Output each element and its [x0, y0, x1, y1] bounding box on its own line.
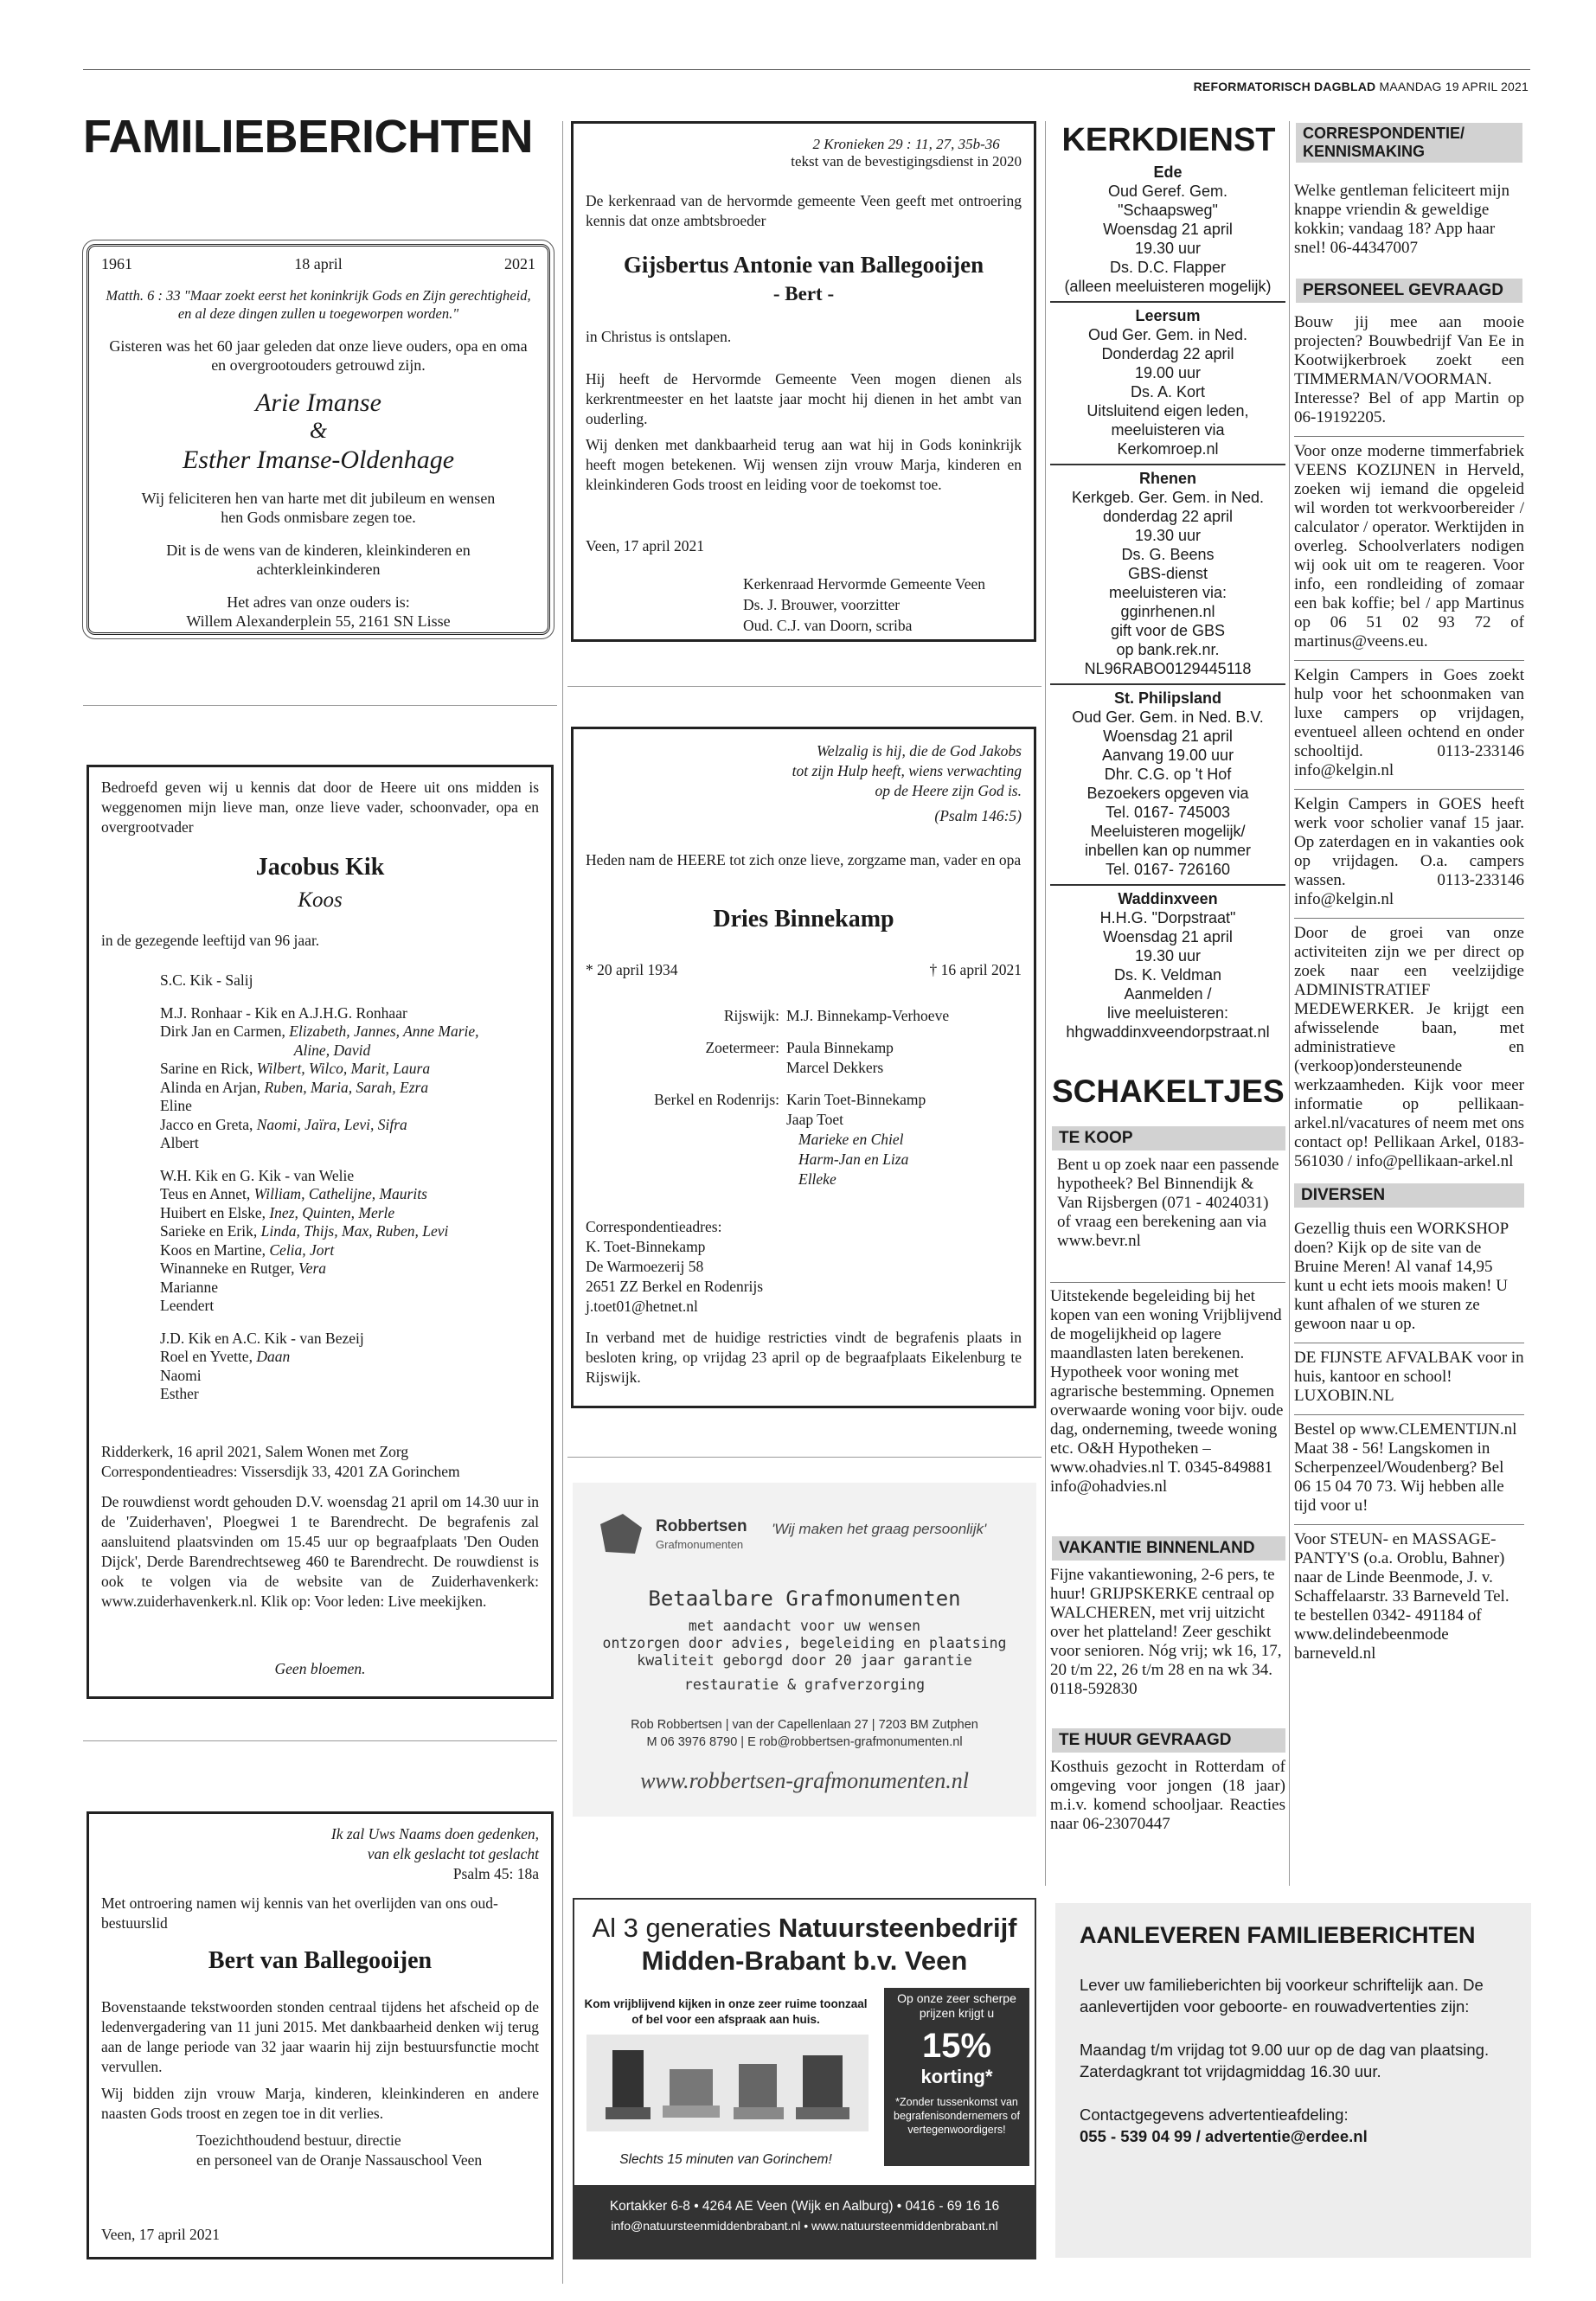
family-line [160, 1042, 539, 1061]
masthead [1194, 80, 1529, 93]
correspondence-line: 2651 ZZ Berkel en Rodenrijs [586, 1278, 764, 1295]
obituary-intro: Bedroefd geven wij u kennis dat door de Heere uit ons midden is weggenomen mijn lieve man, onze lieve vader, schoonvader, opa en overgrootvader [101, 779, 539, 836]
grandchildren-names: William, Cathelijne, Maurits [253, 1185, 427, 1202]
grandchildren-names: Linda, Thijs, Max, Ruben, Levi [260, 1222, 449, 1240]
grandchildren-names: Aline, David [293, 1041, 371, 1059]
address: Kortakker 6-8 • 4264 AE Veen (Wijk en Aalburg) • 0416 - 69 16 16 [609, 2199, 1000, 2214]
deceased-name: Gijsbertus Antonie van Ballegooijen [623, 252, 984, 278]
place-date: Veen, 17 april 2021 [586, 537, 705, 554]
person-name: Esther Imanse-Oldenhage [182, 445, 455, 474]
obituary-intro: Met ontroering namen wij kennis van het overlijden van ons oud-bestuurslid [101, 1894, 498, 1932]
service-detail: Ds. A. Kort [1130, 383, 1206, 401]
family-member: Teus en Annet, [160, 1185, 254, 1202]
place-info [101, 1442, 542, 1482]
family-line: J.D. Kik en A.C. Kik - van Bezeij [160, 1329, 364, 1347]
service-detail: Ds. D.C. Flapper [1109, 259, 1227, 276]
service-detail: Woensdag 21 april [1103, 727, 1233, 745]
service-detail: Donderdag 22 april [1101, 345, 1234, 362]
family-line [160, 1222, 539, 1241]
service-detail: 19.30 uur [1134, 947, 1202, 965]
family-member: Alinda en Arjan, [160, 1078, 265, 1096]
family-line [160, 1116, 539, 1135]
classified-ad: Kelgin Campers in Goes zoekt hulp voor het schoonmaken van luxe campers op vrijdagen, eventueel alleen ochtend en onder schooltijd. 0113-233146 info@kelgin.nl [1294, 660, 1524, 789]
contact: M 06 3976 8790 | E rob@robbertsen-grafmonumenten.nl [646, 1735, 963, 1749]
service-location: Rhenen [1138, 470, 1196, 487]
death-date: † 16 april 2021 [929, 961, 1022, 978]
anniversary-years [101, 255, 535, 273]
service-detail: Kerkomroep.nl [1117, 440, 1219, 458]
submission-info-box [1055, 1903, 1531, 2258]
family-line: S.C. Kik - Salij [160, 971, 253, 989]
ad-headline [574, 1912, 1035, 1977]
place-date: Veen, 17 april 2021 [101, 2226, 221, 2243]
verse-ref: 2 Kronieken 29 : 11, 27, 35b-36 [812, 136, 1000, 152]
service-detail: (alleen meeluisteren mogelijk) [1064, 278, 1272, 295]
church-service-title: KERKDIENST [1061, 122, 1276, 158]
category-header: TE HUUR GEVRAAGD [1052, 1728, 1285, 1753]
slogan: 'Wij maken het graag persoonlijk' [772, 1521, 987, 1537]
box-text: Maandag t/m vrijdag tot 9.00 uur op de dag van plaatsing. [1080, 2041, 1490, 2059]
bible-verse [792, 741, 1022, 826]
family-member: Jacco en Greta, [160, 1115, 257, 1133]
wish-text: Dit is de wens van de kinderen, kleinkinderen en achterkleinkinderen [166, 542, 471, 578]
verse-line: op de Heere zijn God is. [875, 782, 1022, 799]
box-body [1080, 1974, 1510, 2147]
classified-ad: Kelgin Campers in GOES heeft werk voor scholier vanaf 15 jaar. Op zaterdagen en in vakanties ook op vrijdagen. O.a. campers wassen. 0113-233146 info@kelgin.nl [1294, 789, 1524, 918]
deceased-name: Jacobus Kik [255, 854, 385, 881]
obituary-text: Wij bidden zijn vrouw Marja, kinderen, kleinkinderen en andere naasten Gods troost en zegen toe in dit verlies. [101, 2085, 539, 2122]
discount-box [884, 1988, 1029, 2166]
service-detail: Bezoekers opgeven via [1086, 785, 1249, 802]
family-group [160, 971, 539, 990]
headline-part: Al 3 generaties [592, 1913, 772, 1943]
correspondence-line: j.toet01@hetnet.nl [586, 1298, 698, 1315]
service-detail: H.H.G. "Dorpstraat" [1099, 909, 1236, 926]
rule [567, 686, 1042, 687]
church-service-entry [1050, 689, 1285, 879]
anniversary-intro: Gisteren was het 60 jaar geleden dat onze lieve ouders, opa en oma en overgrootouders getrouwd zijn. [109, 337, 528, 374]
service-detail: 19.30 uur [1134, 240, 1202, 257]
family-member: Koos en Martine, [160, 1240, 270, 1259]
grandchild-name: Marieke en Chiel [798, 1131, 904, 1148]
footnote: *Zonder tussenkomst van begrafenisondernemers of vertegenwoordigers! [894, 2096, 1020, 2136]
box-text: Contactgegevens advertentieafdeling: [1080, 2106, 1349, 2124]
family-member: Huibert en Elske, [160, 1203, 270, 1221]
service-detail: donderdag 22 april [1102, 508, 1234, 525]
bible-verse [331, 1824, 539, 1884]
service-detail: Woensdag 21 april [1103, 221, 1233, 238]
ad-title: Betaalbare Grafmonumenten [648, 1586, 961, 1611]
year-end: 2021 [504, 255, 535, 272]
grandchild-name: Elleke [798, 1170, 836, 1188]
obituary-ad [571, 727, 1036, 1408]
family-place: Zoetermeer: [705, 1039, 779, 1056]
discount-percent: 15% [921, 2027, 992, 2065]
grandchildren [798, 1130, 1022, 1189]
box-title: AANLEVEREN FAMILIEBERICHTEN [1080, 1922, 1476, 1948]
family-list [160, 971, 539, 1418]
family-line [160, 1022, 539, 1042]
service-detail: gginrhenen.nl [1120, 603, 1215, 620]
classified-ad: DE FIJNSTE AFVALBAK voor in huis, kantoor en school! LUXOBIN.NL [1294, 1343, 1524, 1414]
correspondence-address: Correspondentieadres: Vissersdijk 33, 4201 ZA Gorinchem [101, 1463, 460, 1480]
family-line: W.H. Kik en G. Kik - van Welie [160, 1166, 355, 1184]
service-detail: Aanmelden / [1124, 985, 1212, 1003]
service-separator [1050, 301, 1285, 303]
service-detail: Aanvang 19.00 uur [1101, 747, 1234, 764]
verse-ref: Psalm 45: 18a [452, 1865, 539, 1882]
ad-separator [1050, 1282, 1285, 1283]
classified-ad: Bouw jij mee aan mooie projecten? Bouwbedrijf Van Ee in Kootwijkerbroek zoekt een TIMMERMAN/VOORMAN. Interesse? Bel of app Martin op 06-19192205. [1294, 313, 1524, 426]
year-start: 1961 [101, 255, 132, 272]
service-separator [1050, 464, 1285, 465]
no-flowers-note: Geen bloemen. [274, 1660, 366, 1677]
church-service-entry [1050, 306, 1285, 458]
service-detail: Ds. K. Veldman [1113, 966, 1222, 984]
website-link[interactable]: info@natuursteenmiddenbrabant.nl • www.natuursteenmiddenbrabant.nl [611, 2219, 998, 2233]
service-detail: 19.30 uur [1134, 527, 1202, 544]
service-detail: Ds. G. Beens [1121, 546, 1215, 563]
headline-part: Natuursteenbedrijf [778, 1913, 1017, 1943]
family-member: Roel en Yvette, [160, 1348, 257, 1365]
obituary-text: Wij denken met dankbaarheid terug aan wat hij in Gods koninkrijk heeft mogen betekenen. Wij wensen zijn vrouw Marja, kinderen en kleinkinderen Gods troost en leiding voor de toekomst toe. [586, 436, 1022, 493]
family-row [586, 1090, 1022, 1130]
box-text: Lever uw familieberichten bij voorkeur schriftelijk aan. De aanlevertijden voor geboorte- en rouwadvertenties zijn: [1080, 1976, 1484, 2016]
nickname: - Bert - [772, 283, 835, 304]
signature [196, 2131, 482, 2170]
family-line: Esther [160, 1385, 199, 1402]
grandchildren-names: Inez, Quinten, Merle [269, 1203, 395, 1221]
classified-ad: Door de groei van onze activiteiten zijn we per direct op zoek naar een veelzijdige ADMINISTRATIEF MEDEWERKER. Je krijgt een afwisselende baan, met administratieve en (verkoop)ondersteunende werkzaamheden. Kijk voor meer informatie op pellikaan-arkel.nl/vacatures of neem met ons contact op! Pellikaan Arkel, 0183-561030 / info@pellikaan-arkel.nl [1294, 918, 1524, 1180]
service-detail: Oud Ger. Gem. in Ned. [1087, 326, 1248, 343]
service-detail: GBS-dienst [1127, 565, 1208, 582]
brand-name: Robbertsen [656, 1517, 747, 1535]
family-line: Marianne [160, 1278, 219, 1296]
column-divider [1045, 121, 1046, 1886]
service-detail: Meeluisteren mogelijk/ [1090, 823, 1246, 840]
ad-line: restauratie & grafverzorging [683, 1676, 926, 1693]
classifieds-title: SCHAKELTJES [1052, 1074, 1285, 1109]
service-location: Ede [1153, 163, 1183, 181]
classified-ad: Bent u op zoek naar een passende hypotheek? Bel Binnendijk & Van Rijsbergen (071 - 4024031) of vraag een berekening aan via www.bevr.nl [1057, 1156, 1279, 1250]
verse-line: tot zijn Hulp heeft, wiens verwachting [792, 762, 1022, 779]
grandchildren-names: Naomi, Jaïra, Levi, Sifra [256, 1115, 407, 1133]
signature [743, 574, 985, 636]
anniversary-ad [87, 244, 550, 635]
classified-ad: Bestel op www.CLEMENTIJN.nl Maat 38 - 56! Langskomen in Scherpenzeel/Woudenberg? Bel 06 15 04 70 73. Wij hebben alle tijd voor u! [1294, 1414, 1524, 1524]
family-line [160, 1204, 539, 1223]
column-divider [562, 121, 563, 2284]
signature-line: Ds. J. Brouwer, voorzitter [743, 596, 901, 613]
correspondence-line: De Warmoezerij 58 [586, 1258, 704, 1275]
signature-line: Toezichthoudend bestuur, directie [196, 2131, 401, 2149]
family-member: Jaap Toet [786, 1111, 844, 1128]
deceased-name: Dries Binnekamp [713, 906, 894, 933]
signature-line: Kerkenraad Hervormde Gemeente Veen [743, 575, 986, 593]
classified-ad: Welke gentleman feliciteert mijn knappe vriendin & geweldige kokkin; vandaag 18? App haar snel! 06-44347007 [1294, 182, 1510, 257]
column-divider [1289, 121, 1290, 1886]
rule [567, 1457, 1042, 1458]
grandchildren-names: Elizabeth, Jannes, Anne Marie, [289, 1022, 479, 1040]
monument-logo-icon [597, 1512, 644, 1555]
service-detail: Kerkgeb. Ger. Gem. in Ned. [1071, 489, 1265, 506]
grandchildren-names: Daan [256, 1348, 291, 1365]
family-member: Paula Binnekamp [786, 1039, 894, 1056]
verse-line: Welzalig is hij, die de God Jakobs [816, 742, 1022, 760]
family-group [160, 1330, 539, 1404]
obituary-text: in Christus is ontslapen. [586, 328, 732, 345]
family-line: Eline [160, 1097, 192, 1114]
person-name: Arie Imanse [255, 388, 381, 417]
classified-ad: Fijne vakantiewoning, 2-6 pers, te huur! GRIJPSKERKE centraal op WALCHEREN, met vrij uitzicht over het platteland! Zeer geschikt voor senioren. Nóg vrij; wk 16, 17, 20 t/m 22, 26 t/m 28 en na wk 34. 0118-592830 [1050, 1566, 1282, 1698]
gravestones-photo [586, 2035, 869, 2131]
family-list [586, 1006, 1022, 1189]
website-link[interactable]: www.robbertsen-grafmonumenten.nl [640, 1768, 969, 1793]
family-names [786, 1090, 926, 1130]
obituary-text: Hij heeft de Hervormde Gemeente Veen mogen dienen als kerkrentmeester en het laatste jaar mocht hij dienen in het ambt van ouderling. [586, 370, 1022, 427]
grandchildren-names: Celia, Jort [269, 1240, 335, 1259]
natural-stone-ad [573, 1898, 1036, 2259]
ad-line: met aandacht voor uw wensen [688, 1618, 921, 1634]
family-member: M.J. Binnekamp-Verhoeve [786, 1007, 950, 1024]
ad-lines [573, 1618, 1036, 1694]
service-detail: Tel. 0167- 745003 [1105, 804, 1231, 821]
family-member: Sarieke en Erik, [160, 1222, 261, 1240]
family-place: Berkel en Rodenrijs: [654, 1091, 779, 1108]
family-line: Leendert [160, 1297, 215, 1314]
service-detail: Dhr. C.G. op 't Hof [1104, 766, 1232, 783]
service-detail: Woensdag 21 april [1103, 928, 1233, 945]
family-line: M.J. Ronhaar - Kik en A.J.H.G. Ronhaar [160, 1003, 407, 1022]
job-ads [1294, 308, 1524, 1672]
ampersand: & [309, 418, 328, 443]
deceased-name: Bert van Ballegooijen [208, 1947, 433, 1974]
bible-verse [791, 136, 1022, 170]
service-detail: op bank.rek.nr. [1116, 641, 1220, 658]
funeral-note: In verband met de huidige restricties vindt de begrafenis plaats in besloten kring, op vrijdag 23 april op de begraafplaats Eikelenburg te Rijswijk. [586, 1329, 1022, 1386]
correspondence-line: K. Toet-Binnekamp [586, 1238, 706, 1255]
service-detail: "Schaapsweg" [1118, 202, 1218, 219]
family-group [160, 1004, 539, 1153]
service-location: Leersum [1135, 307, 1201, 324]
service-location: St. Philipsland [1113, 689, 1221, 707]
address: Rob Robbertsen | van der Capellenlaan 27 | 7203 BM Zutphen [631, 1718, 978, 1732]
service-detail: meeluisteren via [1111, 421, 1225, 439]
church-service-entry [1050, 163, 1285, 296]
ad-line: ontzorgen door advies, begeleiding en plaatsing [602, 1635, 1007, 1651]
classified-ad: Kosthuis gezocht in Rotterdam of omgeving voor jongen (18 jaar) m.i.v. komend schooljaar. Reacties naar 06-23070447 [1050, 1758, 1285, 1833]
service-detail: 19.00 uur [1134, 364, 1202, 381]
distance-text: Slechts 15 minuten van Gorinchem! [619, 2152, 832, 2167]
category-header: VAKANTIE BINNENLAND [1052, 1536, 1285, 1561]
category-header: CORRESPONDENTIE/ KENNISMAKING [1296, 123, 1522, 163]
rule [83, 1740, 557, 1741]
obituary-ad [87, 765, 554, 1699]
service-detail: meeluisteren via: [1108, 584, 1227, 601]
correspondence-address [586, 1217, 763, 1317]
family-place: Rijswijk: [723, 1007, 779, 1024]
service-detail: Oud Geref. Gem. [1107, 183, 1228, 200]
classified-ad: Gezellig thuis een WORKSHOP doen? Kijk op de site van de Bruine Meren! Al vanaf 14,95 kunt u echt iets moois maken! U kunt afhalen of we sturen ze gewoon naar u op. [1294, 1220, 1509, 1333]
section-title: FAMILIEBERICHTEN [83, 111, 534, 163]
bible-verse: Matth. 6 : 33 "Maar zoekt eerst het koninkrijk Gods en Zijn gerechtigheid, en al deze dingen zullen u toegeworpen worden." [106, 287, 531, 322]
service-location: Waddinxveen [1118, 890, 1218, 907]
obituary-intro: De kerkenraad van de hervormde gemeente Veen geeft met ontroering kennis dat onze ambtsbroeder [586, 192, 1022, 229]
family-row [586, 1006, 1022, 1026]
family-line [160, 1259, 539, 1279]
obituary-intro: Heden nam de HEERE tot zich onze lieve, zorgzame man, vader en opa [586, 851, 1022, 868]
family-member: Dirk Jan en Carmen, [160, 1022, 290, 1040]
address: Willem Alexanderplein 55, 2161 SN Lisse [186, 612, 451, 630]
correspondence-line: Correspondentieadres: [586, 1218, 722, 1235]
service-detail: live meeluisteren: [1106, 1004, 1229, 1022]
family-names [786, 1006, 949, 1026]
birth-date: * 20 april 1934 [586, 961, 678, 978]
family-group [160, 1167, 539, 1316]
signature-line: Oud. C.J. van Doorn, scriba [743, 617, 913, 634]
verse-ref: (Psalm 146:5) [934, 807, 1022, 824]
church-service-list [1050, 163, 1285, 1042]
anniversary-date: 18 april [294, 255, 343, 272]
paper-date: MAANDAG 19 APRIL 2021 [1379, 80, 1529, 93]
grandchildren-names: Ruben, Maria, Sarah, Ezra [264, 1078, 429, 1096]
top-rule [83, 69, 1530, 70]
category-header: TE KOOP [1052, 1126, 1285, 1150]
service-detail: NL96RABO0129445118 [1084, 660, 1252, 677]
grave-monument-ad [573, 1483, 1036, 1817]
verse-line: Ik zal Uws Naams doen gedenken, [330, 1825, 539, 1843]
family-line [160, 1241, 539, 1260]
funeral-service-text: De rouwdienst wordt gehouden D.V. woensdag 21 april om 14.30 uur in de 'Zuiderhaven', Ploegwei 1 te Barendrecht. De begrafenis zal aansluitend plaatsvinden om 15.45 uur op begraafplaats 'Den Ouden Dijck', Derde Barendrechtseweg 460 te Barendrecht. De rouwdienst is ook te volgen via de website van de Zuiderhavenkerk: www.zuiderhavenkerk.nl. Klik op: Voor leden: Live meekijken. [101, 1493, 539, 1610]
ad-contact [573, 1716, 1036, 1751]
verse-line: van elk geslacht tot geslacht [367, 1845, 539, 1862]
grandchildren-names: Vera [298, 1259, 327, 1277]
family-line [160, 1060, 539, 1079]
paper-name: REFORMATORISCH DAGBLAD [1193, 80, 1376, 93]
service-detail: Uitsluitend eigen leden, [1086, 402, 1249, 420]
family-names [786, 1038, 894, 1078]
rule [83, 705, 557, 706]
discount-label: korting* [920, 2066, 993, 2087]
service-detail: hhgwaddinxveendorpstraat.nl [1066, 1023, 1270, 1041]
family-line [160, 1079, 539, 1098]
ad-footer [574, 2185, 1035, 2259]
category-header: PERSONEEL GEVRAAGD [1296, 279, 1522, 303]
contact-info: 055 - 539 04 99 / advertentie@erdee.nl [1080, 2127, 1368, 2145]
brand-sub: Grafmonumenten [656, 1538, 744, 1551]
classified-ad: Uitstekende begeleiding bij het kopen van een woning Vrijblijvend de mogelijkheid op lagere maandlasten laten berekenen. Hypotheek voor woning met agrarische bestemming. Opnemen overwaarde woning voor bijv. oude dag, onderneming, tweede woning etc. O&H Hypotheken – www.ohadvies.nl T. 0345-849881 info@ohadvies.nl [1050, 1287, 1284, 1496]
service-detail: Oud Ger. Gem. in Ned. B.V. [1072, 708, 1264, 726]
family-member: Winanneke en Rutger, [160, 1259, 298, 1277]
promo-text: Op onze zeer scherpe prijzen krijgt u [897, 1991, 1016, 2020]
wish-text: Wij feliciteren hen van harte met dit jubileum en wensen hen Gods onmisbare zegen toe. [141, 490, 496, 526]
family-member: Marcel Dekkers [786, 1059, 884, 1076]
verse-note: tekst van de bevestigingsdienst in 2020 [791, 153, 1022, 170]
service-detail: gift voor de GBS [1110, 622, 1226, 639]
family-line [160, 1348, 539, 1367]
family-line: Naomi [160, 1366, 202, 1384]
family-member: Karin Toet-Binnekamp [786, 1091, 926, 1108]
family-line: Albert [160, 1134, 199, 1151]
grandchildren-names: Wilbert, Wilco, Marit, Laura [256, 1060, 431, 1077]
classified-ad: Voor STEUN- en MASSAGE-PANTY'S (o.a. Oroblu, Bahner) naar de Linde Beenmode, J. v. Schaffelaarstr. 33 Barneveld Tel. te bestellen 0342- 491184 of www.delindebeenmode barneveld.nl [1294, 1524, 1524, 1672]
box-text: Zaterdagkrant tot vrijdagmiddag 16.30 uur. [1080, 2062, 1381, 2080]
obituary-ad [571, 121, 1036, 642]
invite-text: Kom vrijblijvend kijken in onze zeer ruime toonzaal of bel voor een afspraak aan huis. [584, 1997, 868, 2026]
nickname: Koos [298, 888, 343, 912]
family-row [586, 1038, 1022, 1078]
service-detail: Tel. 0167- 726160 [1105, 861, 1231, 878]
family-member: Sarine en Rick, [160, 1060, 257, 1077]
grandchild-name: Harm-Jan en Liza [798, 1150, 909, 1168]
address-label: Het adres van onze ouders is: [227, 593, 410, 611]
headline-part: Midden-Brabant b.v. Veen [641, 1945, 968, 1976]
obituary-text: Bovenstaande tekstwoorden stonden centraal tijdens het afscheid op de ledenvergadering van 11 juni 2015. Met dankbaarheid denken wij terug aan de lange periode van 32 jaar waarin hij zijn bestuursfunctie mocht vervullen. [101, 1998, 539, 2075]
church-service-entry [1050, 889, 1285, 1042]
service-separator [1050, 884, 1285, 886]
signature-line: en personeel van de Oranje Nassauschool Veen [196, 2151, 483, 2169]
church-service-entry [1050, 469, 1285, 678]
service-detail: inbellen kan op nummer [1084, 842, 1252, 859]
age-text: in de gezegende leeftijd van 96 jaar. [101, 932, 320, 949]
ad-line: kwaliteit geborgd door 20 jaar garantie [637, 1652, 972, 1669]
obituary-ad [87, 1811, 554, 2259]
classified-ad: Voor onze moderne timmerfabriek VEENS KOZIJNEN in Herveld, zoeken wij iemand die opgeleid wil worden tot werkvoorbereider / calculator / operator. Werktijden in overleg. Schoolverlaters nodigen wij ook uit om te reageren. Voor info, een rondleiding of zomaar een bak koffie; bel / app Martinus op 06 51 02 93 72 of martinus@veens.eu. [1294, 436, 1524, 660]
category-header: DIVERSEN [1294, 1183, 1524, 1208]
place-date: Ridderkerk, 16 april 2021, Salem Wonen met Zorg [101, 1443, 409, 1460]
family-line [160, 1185, 539, 1204]
service-separator [1050, 683, 1285, 685]
